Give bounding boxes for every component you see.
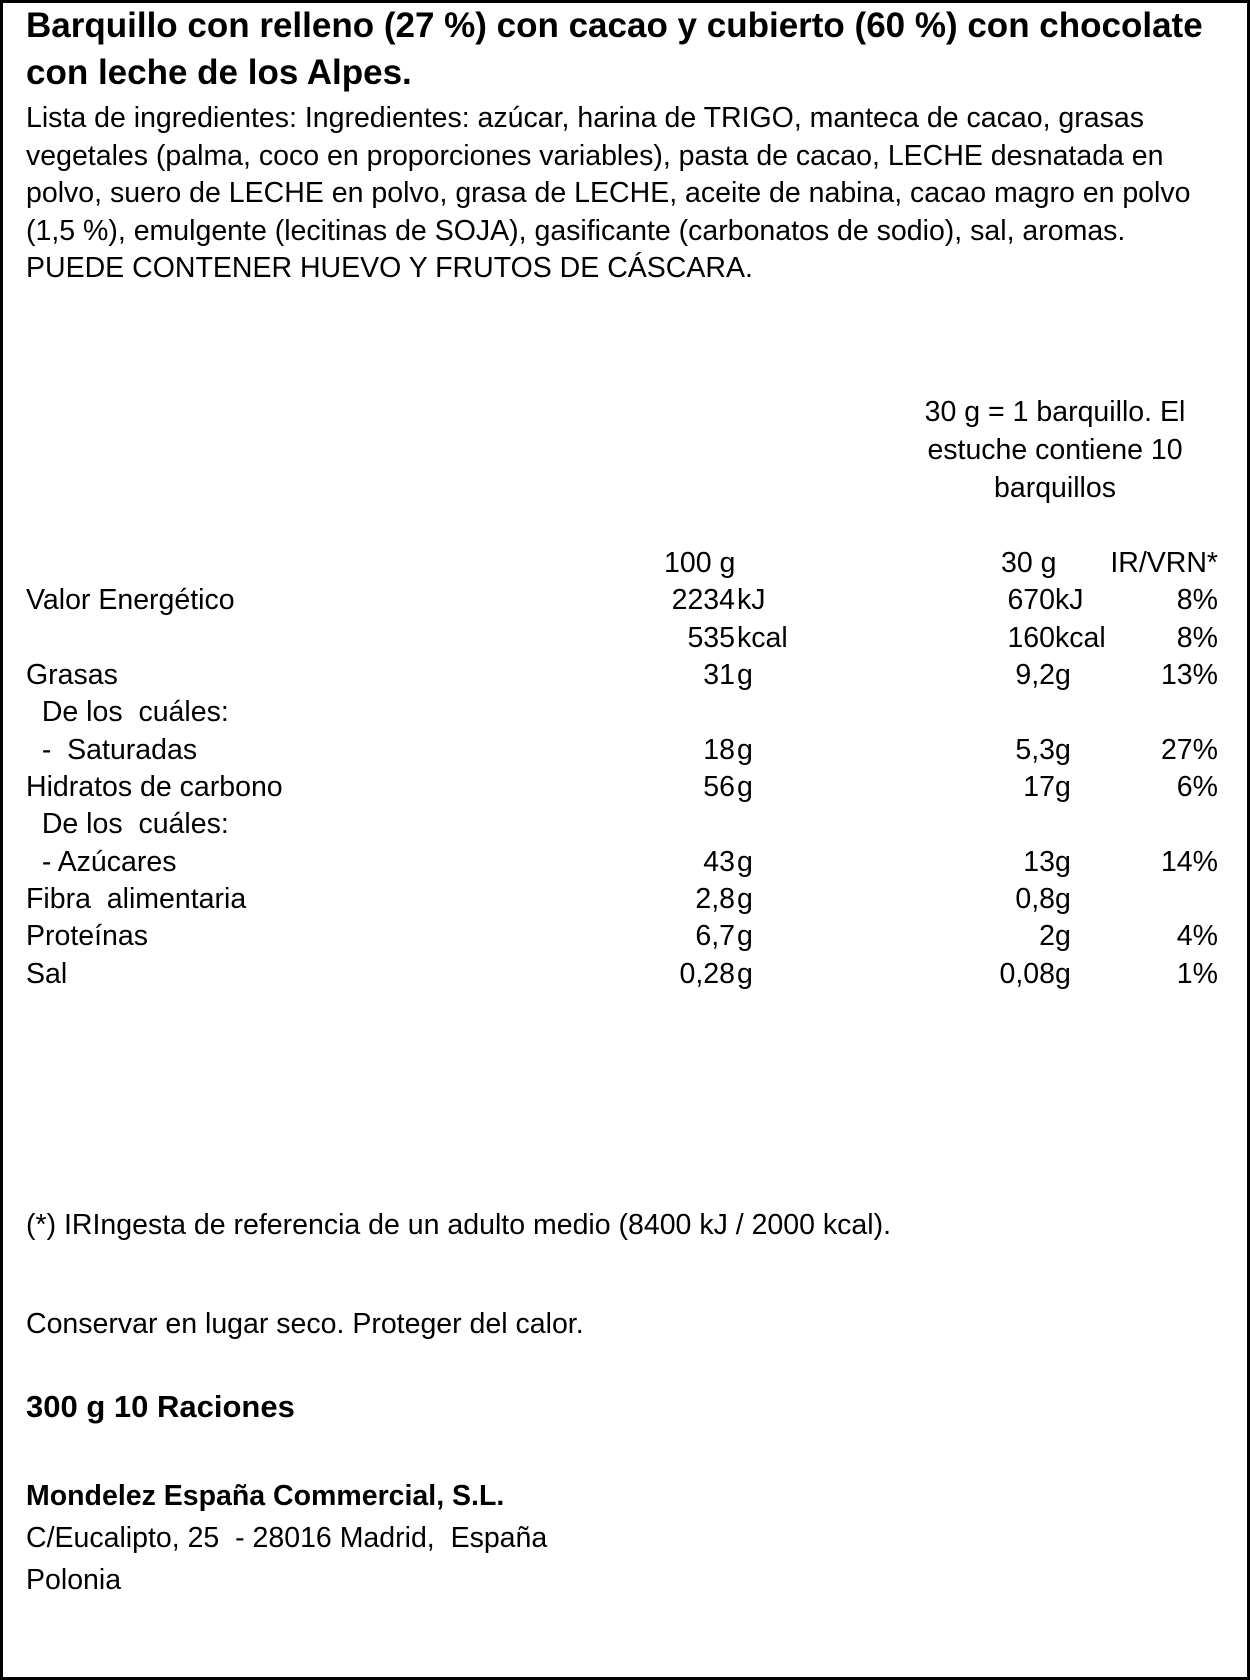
ir-percent: 1% [1176, 958, 1218, 990]
ir-percent: 8% [1176, 584, 1218, 616]
unit-30g: g [1055, 958, 1071, 990]
unit-30g: kJ [1055, 584, 1084, 616]
value-100g: 6,7 [695, 920, 735, 952]
value-30g: 17 [1023, 771, 1055, 803]
value-100g: 31 [703, 659, 735, 691]
product-title: Barquillo con relleno (27 %) con cacao y cubierto (60 %) con chocolate con leche de los Alpes. [26, 6, 1203, 92]
ir-percent: 13% [1160, 659, 1218, 691]
nutrient-label: Sal [26, 958, 68, 990]
ir-percent: 27% [1160, 734, 1218, 766]
storage-instructions: Conservar en lugar seco. Proteger del calor. [26, 1308, 584, 1340]
company-address: C/Eucalipto, 25 - 28016 Madrid, España [26, 1522, 548, 1554]
value-100g: 18 [703, 734, 735, 766]
nutrient-label: De los cuáles: [26, 808, 229, 840]
ir-percent: 14% [1160, 846, 1218, 878]
unit-100g: g [737, 920, 753, 952]
nutrient-label: Fibra alimentaria [26, 883, 247, 915]
column-header-ir: IR/VRN* [1110, 547, 1218, 579]
unit-100g: g [737, 958, 753, 990]
unit-30g: kcal [1055, 622, 1106, 654]
nutrient-label: Valor Energético [26, 584, 235, 616]
ir-percent: 6% [1176, 771, 1218, 803]
ir-percent: 4% [1176, 920, 1218, 952]
value-100g: 56 [703, 771, 735, 803]
value-30g: 670 [1007, 584, 1055, 616]
value-100g: 2,8 [695, 883, 735, 915]
nutrient-label: De los cuáles: [26, 696, 229, 728]
unit-30g: g [1055, 883, 1071, 915]
value-100g: 0,28 [679, 958, 735, 990]
value-30g: 0,8 [1015, 883, 1055, 915]
serving-note: 30 g = 1 barquillo. El estuche contiene 10 barquillos [924, 396, 1186, 504]
unit-30g: g [1055, 659, 1071, 691]
net-weight: 300 g 10 Raciones [26, 1389, 295, 1424]
value-30g: 13 [1023, 846, 1055, 878]
value-30g: 0,08 [999, 958, 1055, 990]
unit-100g: g [737, 883, 753, 915]
unit-100g: kcal [737, 622, 788, 654]
nutrient-label: - Azúcares [26, 846, 177, 878]
unit-100g: kJ [737, 584, 766, 616]
value-30g: 9,2 [1015, 659, 1055, 691]
ingredients-list: Lista de ingredientes: Ingredientes: azúcar, harina de TRIGO, manteca de cacao, grasas vegetales (palma, coco en proporciones variables), pasta de cacao, LECHE desnatada en polvo, suero de LECHE en polvo, grasa de LECHE, aceite de nabina, cacao magro en polvo (1,5 %), emulgente (lecitinas de SOJA), gasificante (carbonatos de sodio), sal, aromas. PUEDE CONTENER HUEVO Y FRUTOS DE CÁSCARA. [26, 102, 1191, 284]
column-header-100g: 100 g [664, 547, 736, 579]
unit-30g: g [1055, 846, 1071, 878]
column-header-30g: 30 g [1001, 547, 1057, 579]
nutrient-label: - Saturadas [26, 734, 198, 766]
company-name: Mondelez España Commercial, S.L. [26, 1480, 505, 1512]
nutrient-label: Hidratos de carbono [26, 771, 283, 803]
ir-percent: 8% [1176, 622, 1218, 654]
reference-intake-footnote: (*) IRIngesta de referencia de un adulto medio (8400 kJ / 2000 kcal). [26, 1209, 891, 1241]
unit-100g: g [737, 734, 753, 766]
value-30g: 5,3 [1015, 734, 1055, 766]
value-100g: 535 [687, 622, 735, 654]
nutrient-label: Proteínas [26, 920, 148, 952]
nutrient-label: Grasas [26, 659, 118, 691]
value-100g: 43 [703, 846, 735, 878]
country-of-origin: Polonia [26, 1564, 122, 1596]
unit-100g: g [737, 771, 753, 803]
unit-100g: g [737, 659, 753, 691]
value-100g: 2234 [671, 584, 735, 616]
unit-100g: g [737, 846, 753, 878]
value-30g: 160 [1007, 622, 1055, 654]
value-30g: 2 [1039, 920, 1055, 952]
unit-30g: g [1055, 771, 1071, 803]
unit-30g: g [1055, 920, 1071, 952]
unit-30g: g [1055, 734, 1071, 766]
